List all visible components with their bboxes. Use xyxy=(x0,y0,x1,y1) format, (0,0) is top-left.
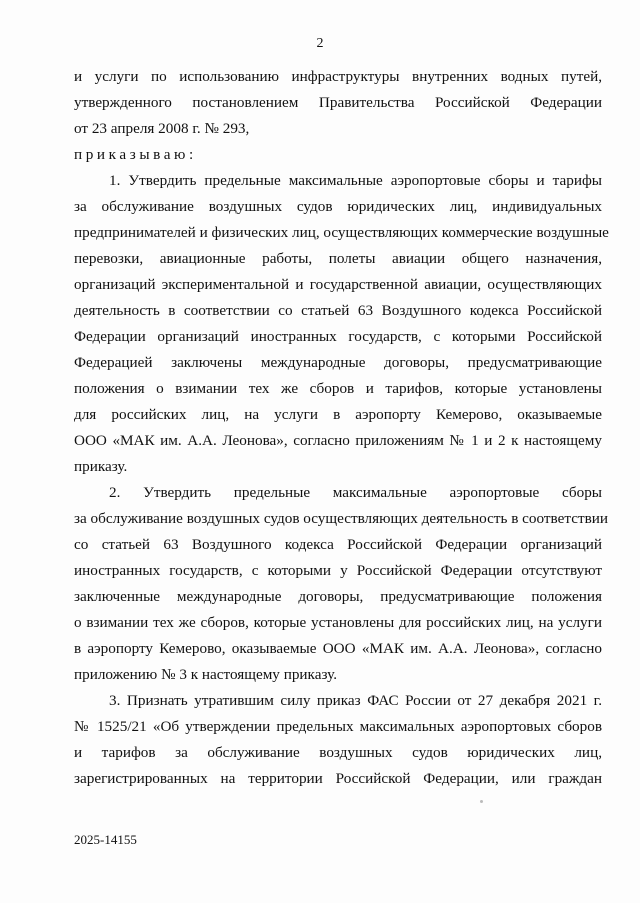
text-line: перевозки, авиационные работы, полеты авиации общего назначения, xyxy=(74,250,602,267)
text-line: иностранных государств, с которыми у Российской Федерации отсутствуют xyxy=(74,562,602,579)
text-line: организаций экспериментальной и государственной авиации, осуществляющих xyxy=(74,276,602,293)
document-body xyxy=(74,64,609,792)
text-line: приказываю: xyxy=(74,146,197,163)
text-line: 2. Утвердить предельные максимальные аэропортовые сборы xyxy=(109,484,602,501)
text-line: предпринимателей и физических лиц, осуществляющих коммерческие воздушные xyxy=(74,224,609,241)
text-line: для российских лиц, на услуги в аэропорту Кемерово, оказываемые xyxy=(74,406,602,423)
text-line: деятельность в соответствии со статьей 63 Воздушного кодекса Российской xyxy=(74,302,602,319)
text-line: положения о взимании тех же сборов и тарифов, которые установлены xyxy=(74,380,602,397)
document-id: 2025-14155 xyxy=(74,832,137,847)
text-line: № 1525/21 «Об утверждении предельных максимальных аэропортовых сборов xyxy=(74,718,602,735)
text-line: утвержденного постановлением Правительства Российской Федерации xyxy=(74,94,602,111)
page-number: 2 xyxy=(316,36,324,51)
text-line: 3. Признать утратившим силу приказ ФАС России от 27 декабря 2021 г. xyxy=(109,692,602,709)
text-line: приложению № 3 к настоящему приказу. xyxy=(74,666,337,683)
text-line: 1. Утвердить предельные максимальные аэропортовые сборы и тарифы xyxy=(109,172,602,189)
text-line: зарегистрированных на территории Российской Федерации, или граждан xyxy=(74,770,602,787)
text-line: и тарифов за обслуживание воздушных судов юридических лиц, xyxy=(74,744,602,761)
text-line: за обслуживание воздушных судов юридических лиц, индивидуальных xyxy=(74,198,602,215)
scan-speck xyxy=(480,800,483,803)
text-line: Федерации организаций иностранных государств, с которыми Российской xyxy=(74,328,602,345)
text-line: за обслуживание воздушных судов осуществляющих деятельность в соответствии xyxy=(74,510,609,527)
text-line: в аэропорту Кемерово, оказываемые ООО «МАК им. А.А. Леонова», согласно xyxy=(74,640,602,657)
text-line: о взимании тех же сборов, которые установлены для российских лиц, на услуги xyxy=(74,614,602,631)
text-line: и услуги по использованию инфраструктуры внутренних водных путей, xyxy=(74,68,602,85)
text-line: от 23 апреля 2008 г. № 293, xyxy=(74,120,250,137)
text-line: Федерацией заключены международные договоры, предусматривающие xyxy=(74,354,602,371)
text-line: ООО «МАК им. А.А. Леонова», согласно приложениям № 1 и 2 к настоящему xyxy=(74,432,602,449)
text-line: приказу. xyxy=(74,458,128,475)
text-line: со статьей 63 Воздушного кодекса Российской Федерации организаций xyxy=(74,536,602,553)
text-line: заключенные международные договоры, предусматривающие положения xyxy=(74,588,602,605)
